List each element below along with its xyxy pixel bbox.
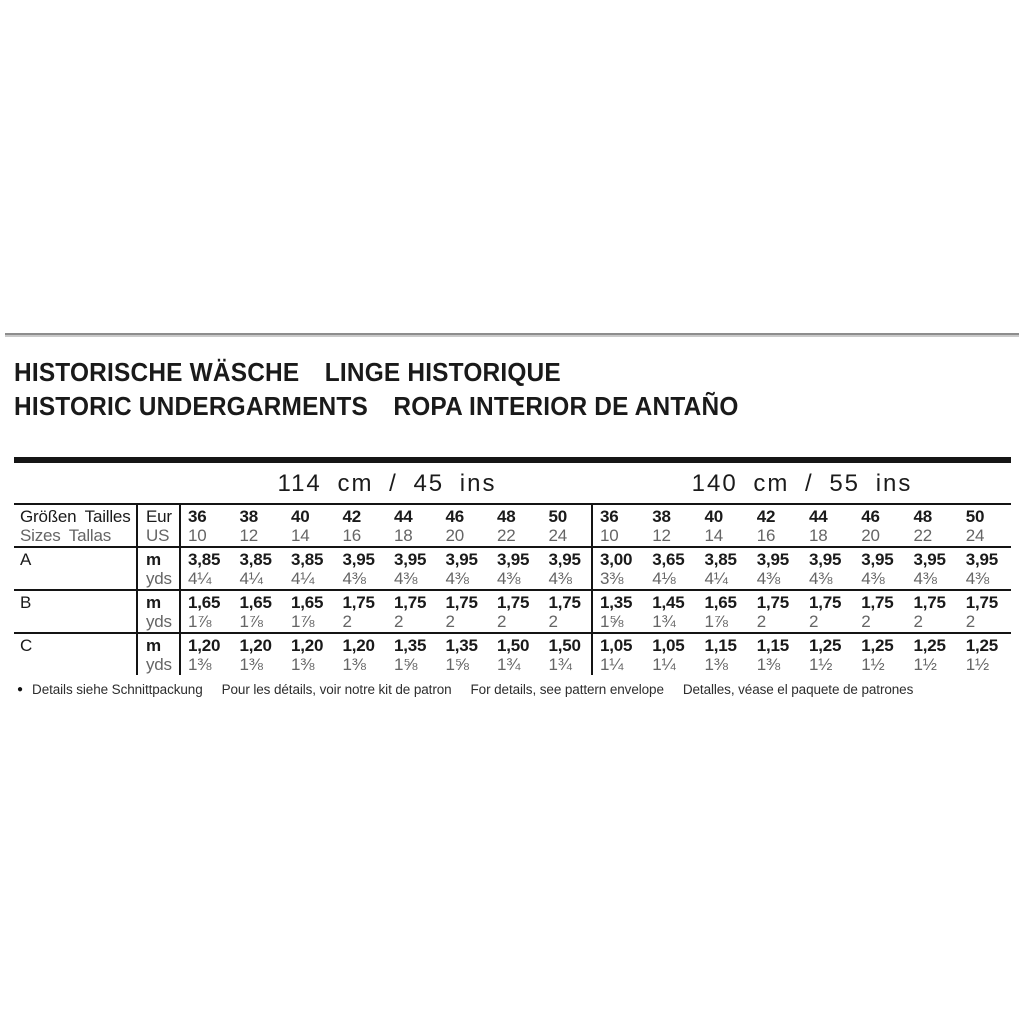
value-A-m_114-2-bottom: 4¼: [291, 569, 315, 588]
value-B-m_114-0-top: 1,65: [188, 593, 221, 612]
size-col-140-5: [854, 505, 906, 546]
value-B-m_140-3-top: 1,75: [756, 593, 790, 612]
size-col-114-1-bottom: 12: [239, 526, 259, 545]
size-col-140-2: [698, 505, 750, 546]
size-col-114-0-top: 36: [188, 507, 207, 526]
unit-2: [138, 634, 181, 675]
unit-1-top: m: [146, 593, 161, 612]
size-col-140-2-bottom: 14: [704, 526, 724, 545]
value-C-m_140-6-bottom: 1½: [913, 655, 937, 674]
value-C-m_140-5: [854, 634, 906, 675]
size-col-114-4-bottom: 18: [394, 526, 413, 545]
fabric-width-114: 114 cm / 45 ins: [277, 470, 497, 497]
size-col-114-7: [542, 505, 594, 546]
size-col-114-5-bottom: 20: [445, 526, 465, 545]
value-A-m_114-1-top: 3,85: [239, 550, 272, 569]
value-B-m_140-2-bottom: 1⅞: [704, 612, 728, 631]
size-system-cell: [138, 505, 181, 546]
value-B-m_114-6-bottom: 2: [497, 612, 507, 631]
value-C-m_140-1: [645, 634, 697, 675]
value-A-m_114-7-bottom: 4⅜: [548, 569, 572, 588]
bullet-icon: ●: [17, 684, 24, 695]
value-A-m_114-1: [233, 548, 285, 589]
value-B-m_114-7-bottom: 2: [548, 612, 558, 631]
footer-note-1: Pour les détails, voir notre kit de patron: [221, 682, 452, 697]
size-col-114-3-top: 42: [342, 507, 362, 526]
fabric-requirements-table: [14, 457, 1011, 675]
value-A-m_140-2-top: 3,85: [704, 550, 737, 569]
value-C-m_114-1-bottom: 1⅜: [239, 655, 263, 674]
value-C-m_114-4-bottom: 1⅝: [394, 655, 418, 674]
unit-1-bottom: yds: [146, 612, 172, 631]
value-A-m_140-5: [854, 548, 906, 589]
size-col-140-7-top: 50: [965, 507, 985, 526]
size-col-140-6: [907, 505, 959, 546]
footer-note-0: Details siehe Schnittpackung: [32, 682, 203, 697]
value-A-m_140-7: [959, 548, 1011, 589]
value-A-m_140-4-bottom: 4⅜: [809, 569, 833, 588]
value-A-m_140-1-top: 3,65: [652, 550, 685, 569]
value-C-m_114-7: [542, 634, 594, 675]
value-B-m_114-4: [387, 591, 439, 632]
unit-0: [138, 548, 181, 589]
value-C-m_114-3-top: 1,20: [342, 636, 375, 655]
unit-2-top: m: [146, 636, 161, 655]
footer-note-3: Detalles, véase el paquete de patrones: [682, 682, 914, 697]
title-french: LINGE HISTORIQUE: [324, 357, 561, 387]
value-C-m_114-5-bottom: 1⅝: [445, 655, 469, 674]
value-B-m_140-0: [593, 591, 645, 632]
value-A-m_114-0: [181, 548, 233, 589]
size-col-114-6: [490, 505, 542, 546]
value-A-m_140-1: [645, 548, 697, 589]
value-B-m_140-6: [907, 591, 959, 632]
size-col-140-3: [750, 505, 802, 546]
size-col-140-4-top: 44: [809, 507, 828, 526]
value-C-m_114-3-bottom: 1⅜: [342, 655, 366, 674]
value-A-m_140-6: [907, 548, 959, 589]
fabric-width-140: 140 cm / 55 ins: [691, 470, 913, 497]
size-col-114-4-top: 44: [394, 507, 413, 526]
size-col-140-5-bottom: 20: [861, 526, 880, 545]
title-line-1: [14, 355, 739, 389]
value-C-m_114-4-top: 1,35: [394, 636, 427, 655]
value-A-m_140-0: [593, 548, 645, 589]
unit-0-bottom: yds: [146, 569, 172, 588]
table-row-view-C: [14, 632, 1011, 675]
unit-0-top: m: [146, 550, 161, 569]
value-A-m_114-2-top: 3,85: [291, 550, 324, 569]
value-B-m_140-4-bottom: 2: [809, 612, 819, 631]
value-C-m_140-1-top: 1,05: [652, 636, 685, 655]
value-C-m_114-6-bottom: 1¾: [497, 655, 521, 674]
value-B-m_114-2-top: 1,65: [291, 593, 324, 612]
sizes-label-de-fr: Größen Tailles: [20, 507, 131, 526]
value-B-m_114-1-bottom: 1⅞: [239, 612, 263, 631]
value-C-m_140-3: [750, 634, 802, 675]
size-col-140-1-bottom: 12: [652, 526, 671, 545]
view-label-0: [14, 548, 138, 589]
value-B-m_140-1-bottom: 1¾: [652, 612, 676, 631]
value-A-m_140-2-bottom: 4¼: [704, 569, 728, 588]
value-A-m_114-1-bottom: 4¼: [239, 569, 263, 588]
value-A-m_114-3: [336, 548, 388, 589]
value-C-m_140-3-top: 1,15: [756, 636, 790, 655]
value-B-m_140-6-top: 1,75: [913, 593, 946, 612]
value-B-m_114-0-bottom: 1⅞: [188, 612, 212, 631]
value-A-m_140-3-bottom: 4⅜: [756, 569, 780, 588]
size-col-140-6-bottom: 22: [913, 526, 933, 545]
view-label-2-top: C: [20, 636, 33, 655]
value-C-m_140-1-bottom: 1¼: [652, 655, 676, 674]
value-C-m_114-6-top: 1,50: [497, 636, 530, 655]
value-A-m_114-7-top: 3,95: [548, 550, 581, 569]
value-A-m_140-7-bottom: 4⅜: [965, 569, 989, 588]
sizes-label-en-es: Sizes Tallas: [20, 526, 112, 545]
value-B-m_140-5: [854, 591, 906, 632]
size-col-114-7-bottom: 24: [548, 526, 568, 545]
value-B-m_140-6-bottom: 2: [913, 612, 923, 631]
value-A-m_114-6: [490, 548, 542, 589]
value-B-m_114-4-bottom: 2: [394, 612, 404, 631]
value-C-m_114-6: [490, 634, 542, 675]
value-C-m_140-4-bottom: 1½: [809, 655, 833, 674]
value-B-m_114-7: [542, 591, 594, 632]
value-C-m_114-1: [233, 634, 285, 675]
value-B-m_140-1: [645, 591, 697, 632]
size-col-140-0-top: 36: [600, 507, 619, 526]
value-B-m_114-2-bottom: 1⅞: [291, 612, 315, 631]
size-col-140-1: [645, 505, 697, 546]
value-A-m_140-0-bottom: 3⅜: [600, 569, 624, 588]
value-A-m_140-6-bottom: 4⅜: [913, 569, 937, 588]
value-C-m_114-2-top: 1,20: [291, 636, 324, 655]
band-spacer: [14, 463, 181, 503]
size-col-140-7-bottom: 24: [965, 526, 985, 545]
size-col-114-2: [284, 505, 336, 546]
size-col-114-6-top: 48: [497, 507, 516, 526]
value-B-m_114-3-bottom: 2: [342, 612, 352, 631]
value-C-m_114-2: [284, 634, 336, 675]
view-label-2: [14, 634, 138, 675]
value-C-m_114-0: [181, 634, 233, 675]
value-C-m_140-0: [593, 634, 645, 675]
value-C-m_114-4: [387, 634, 439, 675]
page-title: [14, 355, 785, 423]
size-col-114-2-bottom: 14: [291, 526, 310, 545]
value-B-m_114-5-bottom: 2: [445, 612, 455, 631]
value-B-m_140-7-top: 1,75: [965, 593, 999, 612]
value-B-m_114-5-top: 1,75: [445, 593, 478, 612]
value-C-m_140-0-bottom: 1¼: [600, 655, 624, 674]
value-C-m_140-4-top: 1,25: [809, 636, 842, 655]
value-C-m_114-3: [336, 634, 388, 675]
size-col-140-0-bottom: 10: [600, 526, 619, 545]
table-body: [14, 546, 1011, 675]
value-A-m_114-4-bottom: 4⅜: [394, 569, 418, 588]
unit-2-bottom: yds: [146, 655, 172, 674]
size-header-row: [14, 503, 1011, 546]
value-B-m_114-2: [284, 591, 336, 632]
value-A-m_114-3-bottom: 4⅜: [342, 569, 366, 588]
value-C-m_140-0-top: 1,05: [600, 636, 633, 655]
size-col-140-4-bottom: 18: [809, 526, 828, 545]
value-A-m_114-6-top: 3,95: [497, 550, 530, 569]
value-C-m_140-6-top: 1,25: [913, 636, 946, 655]
value-C-m_140-7-top: 1,25: [965, 636, 999, 655]
value-A-m_114-4: [387, 548, 439, 589]
size-col-140-7: [959, 505, 1011, 546]
value-C-m_114-7-bottom: 1¾: [548, 655, 572, 674]
value-A-m_140-5-bottom: 4⅜: [861, 569, 885, 588]
value-A-m_140-5-top: 3,95: [861, 550, 894, 569]
value-A-m_140-3-top: 3,95: [756, 550, 790, 569]
size-col-114-7-top: 50: [548, 507, 568, 526]
value-B-m_140-4: [802, 591, 854, 632]
value-A-m_114-7: [542, 548, 594, 589]
value-A-m_140-1-bottom: 4⅛: [652, 569, 676, 588]
view-label-1: [14, 591, 138, 632]
table-row-view-A: [14, 546, 1011, 589]
title-english: HISTORIC UNDERGARMENTS: [14, 391, 369, 421]
value-C-m_140-5-bottom: 1½: [861, 655, 885, 674]
value-C-m_140-6: [907, 634, 959, 675]
value-C-m_114-5: [439, 634, 491, 675]
size-col-140-3-bottom: 16: [756, 526, 776, 545]
size-col-114-1-top: 38: [239, 507, 259, 526]
value-B-m_114-7-top: 1,75: [548, 593, 581, 612]
unit-1: [138, 591, 181, 632]
table-row-view-B: [14, 589, 1011, 632]
value-C-m_114-0-bottom: 1⅜: [188, 655, 212, 674]
value-A-m_114-5: [439, 548, 491, 589]
value-B-m_114-3-top: 1,75: [342, 593, 375, 612]
view-label-0-top: A: [20, 550, 32, 569]
value-B-m_140-2: [698, 591, 750, 632]
value-C-m_140-7: [959, 634, 1011, 675]
size-system-us: US: [146, 526, 170, 545]
size-col-140-6-top: 48: [913, 507, 933, 526]
sizes-corner-cell: [14, 505, 138, 546]
value-C-m_140-2: [698, 634, 750, 675]
value-C-m_140-4: [802, 634, 854, 675]
value-A-m_114-0-top: 3,85: [188, 550, 221, 569]
value-C-m_114-2-bottom: 1⅜: [291, 655, 315, 674]
value-C-m_140-7-bottom: 1½: [965, 655, 989, 674]
size-col-114-2-top: 40: [291, 507, 310, 526]
value-B-m_114-5: [439, 591, 491, 632]
value-B-m_114-0: [181, 591, 233, 632]
value-A-m_114-2: [284, 548, 336, 589]
size-col-114-6-bottom: 22: [497, 526, 516, 545]
top-divider: [5, 333, 1019, 337]
value-B-m_140-5-bottom: 2: [861, 612, 871, 631]
value-C-m_140-5-top: 1,25: [861, 636, 894, 655]
size-col-140-0: [593, 505, 645, 546]
value-B-m_114-6: [490, 591, 542, 632]
size-col-114-4: [387, 505, 439, 546]
value-B-m_140-3-bottom: 2: [756, 612, 767, 631]
value-C-m_140-2-top: 1,15: [704, 636, 737, 655]
value-A-m_140-4: [802, 548, 854, 589]
size-col-140-5-top: 46: [861, 507, 880, 526]
size-col-114-5: [439, 505, 491, 546]
value-B-m_114-6-top: 1,75: [497, 593, 530, 612]
value-B-m_114-1: [233, 591, 285, 632]
size-col-114-3-bottom: 16: [342, 526, 362, 545]
footer-note: [17, 682, 932, 697]
value-C-m_114-5-top: 1,35: [445, 636, 478, 655]
value-C-m_114-0-top: 1,20: [188, 636, 221, 655]
value-A-m_114-3-top: 3,95: [342, 550, 375, 569]
value-B-m_140-4-top: 1,75: [809, 593, 842, 612]
value-A-m_114-5-bottom: 4⅜: [445, 569, 469, 588]
value-B-m_114-3: [336, 591, 388, 632]
size-col-114-5-top: 46: [445, 507, 465, 526]
fabric-width-header-row: [14, 463, 1011, 503]
size-system-eur: Eur: [146, 507, 172, 526]
value-B-m_140-3: [750, 591, 802, 632]
value-A-m_114-4-top: 3,95: [394, 550, 427, 569]
value-B-m_140-0-top: 1,35: [600, 593, 633, 612]
value-A-m_114-6-bottom: 4⅜: [497, 569, 521, 588]
value-A-m_140-4-top: 3,95: [809, 550, 842, 569]
title-spanish: ROPA INTERIOR DE ANTAÑO: [393, 391, 739, 421]
view-label-1-top: B: [20, 593, 32, 612]
value-A-m_140-7-top: 3,95: [965, 550, 999, 569]
size-col-114-3: [336, 505, 388, 546]
size-col-114-0-bottom: 10: [188, 526, 207, 545]
value-B-m_140-0-bottom: 1⅝: [600, 612, 624, 631]
size-col-140-2-top: 40: [704, 507, 724, 526]
value-A-m_114-5-top: 3,95: [445, 550, 478, 569]
value-B-m_140-1-top: 1,45: [652, 593, 685, 612]
value-B-m_140-2-top: 1,65: [704, 593, 737, 612]
footer-note-2: For details, see pattern envelope: [470, 682, 664, 697]
value-B-m_140-7-bottom: 2: [965, 612, 976, 631]
size-col-140-3-top: 42: [756, 507, 776, 526]
size-col-114-1: [233, 505, 285, 546]
value-A-m_140-0-top: 3,00: [600, 550, 633, 569]
value-A-m_140-2: [698, 548, 750, 589]
size-col-140-1-top: 38: [652, 507, 671, 526]
title-german: HISTORISCHE WÄSCHE: [14, 357, 300, 387]
value-B-m_114-4-top: 1,75: [394, 593, 427, 612]
value-A-m_114-0-bottom: 4¼: [188, 569, 212, 588]
value-A-m_140-3: [750, 548, 802, 589]
value-B-m_140-7: [959, 591, 1011, 632]
title-line-2: [14, 389, 739, 423]
size-col-114-0: [181, 505, 233, 546]
value-B-m_140-5-top: 1,75: [861, 593, 894, 612]
size-col-140-4: [802, 505, 854, 546]
value-C-m_140-2-bottom: 1⅜: [704, 655, 728, 674]
value-C-m_140-3-bottom: 1⅜: [756, 655, 780, 674]
value-C-m_114-1-top: 1,20: [239, 636, 272, 655]
value-A-m_140-6-top: 3,95: [913, 550, 946, 569]
value-B-m_114-1-top: 1,65: [239, 593, 272, 612]
value-C-m_114-7-top: 1,50: [548, 636, 581, 655]
